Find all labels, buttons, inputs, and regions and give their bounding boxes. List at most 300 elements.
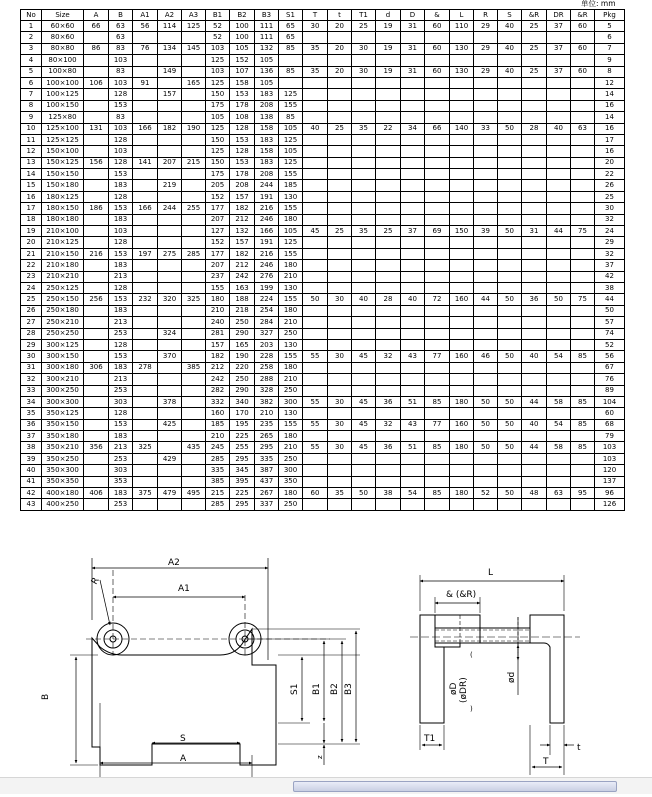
- table-cell: [571, 237, 595, 248]
- table-cell: [376, 237, 401, 248]
- table-cell: [547, 157, 571, 168]
- table-cell: [401, 248, 425, 259]
- table-cell: 33: [474, 123, 498, 134]
- table-cell: 210: [279, 271, 303, 282]
- table-cell: 103: [109, 226, 133, 237]
- table-cell: 387: [255, 465, 279, 476]
- table-cell: [425, 260, 450, 271]
- table-cell: [498, 191, 522, 202]
- table-cell: 281: [206, 328, 230, 339]
- table-cell: [450, 134, 474, 145]
- table-cell: [328, 248, 352, 259]
- table-cell: 306: [84, 362, 109, 373]
- table-cell: [498, 499, 522, 511]
- table-row: [21, 453, 625, 464]
- table-cell: [571, 100, 595, 111]
- table-cell: 303: [109, 396, 133, 407]
- table-cell: [352, 169, 376, 180]
- table-cell: 242: [230, 271, 255, 282]
- table-cell: 155: [279, 351, 303, 362]
- table-cell: 495: [182, 488, 206, 499]
- table-cell: 165: [230, 339, 255, 350]
- table-cell: [182, 305, 206, 316]
- table-cell: 31: [21, 362, 42, 373]
- column-header: T: [303, 10, 328, 21]
- table-cell: 38: [376, 488, 401, 499]
- table-cell: 74: [595, 328, 625, 339]
- table-cell: [303, 271, 328, 282]
- table-cell: [450, 328, 474, 339]
- table-cell: [84, 351, 109, 362]
- table-cell: 35: [352, 226, 376, 237]
- table-cell: [84, 112, 109, 123]
- table-cell: [474, 214, 498, 225]
- table-cell: 75: [571, 294, 595, 305]
- table-cell: 85: [425, 396, 450, 407]
- table-cell: 180: [279, 488, 303, 499]
- table-cell: 40: [547, 123, 571, 134]
- table-cell: 250×250: [42, 328, 84, 339]
- table-cell: 300×210: [42, 374, 84, 385]
- table-cell: [425, 100, 450, 111]
- table-cell: [158, 374, 182, 385]
- table-cell: 178: [230, 100, 255, 111]
- table-cell: 160: [450, 419, 474, 430]
- table-cell: 350×300: [42, 465, 84, 476]
- table-cell: 165: [182, 77, 206, 88]
- table-cell: [84, 214, 109, 225]
- table-row: [21, 396, 625, 407]
- table-cell: [158, 237, 182, 248]
- table-cell: [158, 431, 182, 442]
- table-cell: 140: [450, 123, 474, 134]
- table-cell: 95: [571, 488, 595, 499]
- table-cell: [547, 169, 571, 180]
- table-cell: [84, 339, 109, 350]
- table-cell: [352, 134, 376, 145]
- table-cell: 153: [109, 100, 133, 111]
- table-cell: 9: [595, 55, 625, 66]
- table-cell: 295: [230, 453, 255, 464]
- table-cell: 276: [255, 271, 279, 282]
- table-cell: 16: [21, 191, 42, 202]
- table-cell: [522, 112, 547, 123]
- table-cell: [571, 408, 595, 419]
- table-cell: 256: [84, 294, 109, 305]
- table-cell: [133, 453, 158, 464]
- table-row: [21, 55, 625, 66]
- table-cell: 210: [255, 408, 279, 419]
- table-cell: 108: [230, 112, 255, 123]
- table-cell: [303, 191, 328, 202]
- table-cell: 150: [206, 157, 230, 168]
- table-cell: [133, 32, 158, 43]
- table-cell: 150×150: [42, 169, 84, 180]
- table-cell: [303, 453, 328, 464]
- column-header: Size: [42, 10, 84, 21]
- table-cell: [303, 408, 328, 419]
- table-cell: [425, 408, 450, 419]
- table-cell: [182, 134, 206, 145]
- table-cell: [84, 305, 109, 316]
- table-cell: [425, 32, 450, 43]
- table-cell: [522, 237, 547, 248]
- table-cell: [182, 374, 206, 385]
- table-cell: 20: [595, 157, 625, 168]
- table-cell: [84, 226, 109, 237]
- table-cell: [498, 248, 522, 259]
- table-cell: [352, 328, 376, 339]
- table-cell: [158, 191, 182, 202]
- table-cell: [498, 134, 522, 145]
- table-cell: 32: [21, 374, 42, 385]
- table-cell: [158, 476, 182, 487]
- table-cell: [182, 385, 206, 396]
- table-cell: 45: [352, 442, 376, 453]
- table-cell: [522, 328, 547, 339]
- table-cell: 6: [595, 32, 625, 43]
- table-cell: 45: [352, 396, 376, 407]
- table-cell: 36: [376, 442, 401, 453]
- table-cell: [328, 77, 352, 88]
- table-cell: 37: [547, 21, 571, 32]
- table-cell: 385: [182, 362, 206, 373]
- table-cell: 19: [21, 226, 42, 237]
- table-cell: 183: [255, 157, 279, 168]
- table-cell: 190: [230, 351, 255, 362]
- table-row: [21, 191, 625, 202]
- table-cell: [450, 100, 474, 111]
- table-cell: 183: [109, 488, 133, 499]
- table-cell: 1: [21, 21, 42, 32]
- table-cell: 182: [158, 123, 182, 134]
- table-cell: [474, 465, 498, 476]
- table-cell: 213: [109, 374, 133, 385]
- table-cell: [158, 385, 182, 396]
- table-cell: [303, 77, 328, 88]
- table-cell: [522, 134, 547, 145]
- table-cell: [425, 146, 450, 157]
- table-cell: 320: [158, 294, 182, 305]
- table-cell: [474, 112, 498, 123]
- table-cell: 126: [595, 499, 625, 511]
- table-cell: [425, 453, 450, 464]
- table-cell: [401, 305, 425, 316]
- table-cell: [425, 191, 450, 202]
- table-cell: 37: [595, 260, 625, 271]
- table-cell: [182, 396, 206, 407]
- table-cell: 183: [109, 305, 133, 316]
- table-cell: 479: [158, 488, 182, 499]
- table-cell: [571, 431, 595, 442]
- table-cell: 18: [21, 214, 42, 225]
- table-cell: 20: [21, 237, 42, 248]
- column-header: No: [21, 10, 42, 21]
- table-cell: 35: [352, 123, 376, 134]
- table-cell: [401, 271, 425, 282]
- table-cell: [84, 476, 109, 487]
- table-cell: 125: [279, 157, 303, 168]
- table-row: [21, 77, 625, 88]
- table-cell: 195: [230, 419, 255, 430]
- table-cell: [401, 260, 425, 271]
- dim-label-s1: S1: [290, 683, 300, 695]
- table-cell: [376, 157, 401, 168]
- table-cell: 212: [230, 260, 255, 271]
- table-cell: [328, 157, 352, 168]
- table-cell: 128: [109, 134, 133, 145]
- table-cell: 85: [279, 66, 303, 77]
- table-cell: 68: [595, 419, 625, 430]
- table-cell: 250: [279, 499, 303, 511]
- table-cell: 327: [255, 328, 279, 339]
- table-cell: 31: [401, 21, 425, 32]
- table-cell: 85: [425, 442, 450, 453]
- table-cell: 60: [595, 408, 625, 419]
- table-cell: 350×125: [42, 408, 84, 419]
- table-cell: 285: [206, 499, 230, 511]
- horizontal-scrollbar[interactable]: [0, 777, 652, 794]
- table-cell: 30: [352, 66, 376, 77]
- table-cell: 267: [255, 488, 279, 499]
- table-cell: 44: [522, 396, 547, 407]
- table-cell: [401, 328, 425, 339]
- table-cell: [547, 431, 571, 442]
- table-cell: 25: [595, 191, 625, 202]
- table-cell: 50: [498, 351, 522, 362]
- table-cell: 17: [21, 203, 42, 214]
- table-cell: [158, 146, 182, 157]
- table-cell: 191: [255, 237, 279, 248]
- table-cell: [352, 214, 376, 225]
- table-cell: 63: [109, 21, 133, 32]
- table-cell: [425, 55, 450, 66]
- table-cell: 56: [133, 21, 158, 32]
- table-cell: 250: [279, 453, 303, 464]
- table-cell: 105: [255, 55, 279, 66]
- table-cell: 43: [401, 419, 425, 430]
- table-cell: 128: [109, 339, 133, 350]
- table-cell: [450, 499, 474, 511]
- table-cell: 85: [279, 43, 303, 54]
- table-cell: 406: [84, 488, 109, 499]
- table-cell: [182, 191, 206, 202]
- table-cell: [133, 180, 158, 191]
- table-cell: 77: [425, 351, 450, 362]
- table-cell: 35: [303, 43, 328, 54]
- table-cell: 50: [498, 488, 522, 499]
- table-cell: [522, 282, 547, 293]
- table-cell: 212: [206, 362, 230, 373]
- table-cell: 182: [206, 351, 230, 362]
- table-cell: [328, 385, 352, 396]
- table-cell: [84, 191, 109, 202]
- table-cell: 25: [522, 43, 547, 54]
- table-cell: [84, 419, 109, 430]
- table-cell: [474, 260, 498, 271]
- table-cell: [522, 191, 547, 202]
- table-cell: [84, 453, 109, 464]
- table-cell: 325: [182, 294, 206, 305]
- table-cell: 105: [230, 43, 255, 54]
- table-cell: [547, 328, 571, 339]
- table-cell: [328, 191, 352, 202]
- table-cell: [133, 339, 158, 350]
- bracket-outline: [92, 629, 276, 765]
- table-cell: [133, 260, 158, 271]
- table-cell: 130: [279, 282, 303, 293]
- table-cell: [474, 100, 498, 111]
- column-header: Pkg: [595, 10, 625, 21]
- table-cell: [450, 112, 474, 123]
- table-cell: 190: [182, 123, 206, 134]
- front-view-drawing: [70, 558, 360, 777]
- table-cell: [303, 32, 328, 43]
- table-cell: [352, 317, 376, 328]
- table-cell: 210: [279, 317, 303, 328]
- table-cell: 29: [474, 21, 498, 32]
- dim-label-s: S: [180, 734, 186, 744]
- table-cell: 128: [109, 191, 133, 202]
- table-cell: 37: [21, 431, 42, 442]
- table-cell: 183: [109, 180, 133, 191]
- table-cell: 25: [522, 66, 547, 77]
- table-cell: [547, 408, 571, 419]
- column-header: t: [328, 10, 352, 21]
- table-cell: 253: [109, 328, 133, 339]
- table-cell: 100×125: [42, 89, 84, 100]
- table-cell: 242: [206, 374, 230, 385]
- table-cell: [401, 339, 425, 350]
- table-cell: [376, 169, 401, 180]
- table-cell: 208: [255, 100, 279, 111]
- table-cell: 153: [109, 351, 133, 362]
- table-cell: [133, 226, 158, 237]
- table-cell: 356: [84, 442, 109, 453]
- table-cell: 220: [230, 362, 255, 373]
- table-cell: 79: [595, 431, 625, 442]
- table-cell: 91: [133, 77, 158, 88]
- table-cell: [571, 374, 595, 385]
- table-cell: 60: [303, 488, 328, 499]
- table-cell: 58: [547, 396, 571, 407]
- table-cell: [303, 339, 328, 350]
- table-cell: 57: [595, 317, 625, 328]
- table-cell: 157: [206, 339, 230, 350]
- table-cell: [328, 214, 352, 225]
- table-cell: 12: [21, 146, 42, 157]
- table-cell: [182, 419, 206, 430]
- table-row: [21, 169, 625, 180]
- table-cell: [425, 203, 450, 214]
- table-cell: [352, 305, 376, 316]
- scrollbar-thumb[interactable]: [293, 781, 617, 792]
- table-cell: [522, 305, 547, 316]
- table-row: [21, 362, 625, 373]
- table-cell: [522, 203, 547, 214]
- table-cell: [182, 66, 206, 77]
- table-cell: 370: [158, 351, 182, 362]
- table-cell: [474, 32, 498, 43]
- dim-label-phi-dr: (øDR): [459, 677, 469, 703]
- table-cell: [450, 408, 474, 419]
- table-cell: [376, 362, 401, 373]
- table-cell: 232: [133, 294, 158, 305]
- table-cell: 4: [21, 55, 42, 66]
- table-cell: [303, 374, 328, 385]
- table-cell: 43: [21, 499, 42, 511]
- table-cell: 186: [84, 203, 109, 214]
- table-cell: [133, 419, 158, 430]
- table-cell: [328, 465, 352, 476]
- table-cell: [133, 305, 158, 316]
- table-cell: 83: [109, 66, 133, 77]
- table-cell: 19: [376, 66, 401, 77]
- column-header: DR: [547, 10, 571, 21]
- table-cell: 191: [255, 191, 279, 202]
- table-cell: [522, 180, 547, 191]
- table-cell: [474, 248, 498, 259]
- table-cell: 127: [206, 226, 230, 237]
- table-cell: [547, 465, 571, 476]
- table-cell: 85: [571, 396, 595, 407]
- table-cell: [571, 499, 595, 511]
- table-cell: 37: [547, 43, 571, 54]
- table-cell: [522, 431, 547, 442]
- table-cell: 50: [474, 396, 498, 407]
- column-header: S: [498, 10, 522, 21]
- table-cell: 128: [109, 89, 133, 100]
- table-cell: [571, 385, 595, 396]
- table-cell: [182, 499, 206, 511]
- table-cell: [84, 100, 109, 111]
- table-cell: [279, 77, 303, 88]
- table-cell: [498, 339, 522, 350]
- table-cell: 150×100: [42, 146, 84, 157]
- table-cell: [376, 248, 401, 259]
- table-cell: 24: [595, 226, 625, 237]
- table-cell: [303, 55, 328, 66]
- table-row: [21, 237, 625, 248]
- table-cell: [474, 374, 498, 385]
- table-cell: [352, 55, 376, 66]
- table-row: [21, 317, 625, 328]
- table-cell: [547, 499, 571, 511]
- table-cell: [328, 32, 352, 43]
- table-row: [21, 226, 625, 237]
- table-cell: 100: [230, 21, 255, 32]
- table-cell: [450, 77, 474, 88]
- table-cell: 160: [206, 408, 230, 419]
- table-cell: [474, 328, 498, 339]
- table-cell: [425, 385, 450, 396]
- table-cell: [158, 77, 182, 88]
- table-cell: 23: [21, 271, 42, 282]
- table-cell: 132: [255, 43, 279, 54]
- table-cell: [303, 169, 328, 180]
- table-cell: [133, 146, 158, 157]
- table-cell: [474, 180, 498, 191]
- table-cell: 35: [21, 408, 42, 419]
- table-cell: 254: [255, 305, 279, 316]
- table-cell: [158, 226, 182, 237]
- table-cell: 42: [595, 271, 625, 282]
- table-row: [21, 100, 625, 111]
- table-cell: [450, 248, 474, 259]
- table-cell: 5: [595, 21, 625, 32]
- table-cell: [547, 180, 571, 191]
- table-cell: [401, 317, 425, 328]
